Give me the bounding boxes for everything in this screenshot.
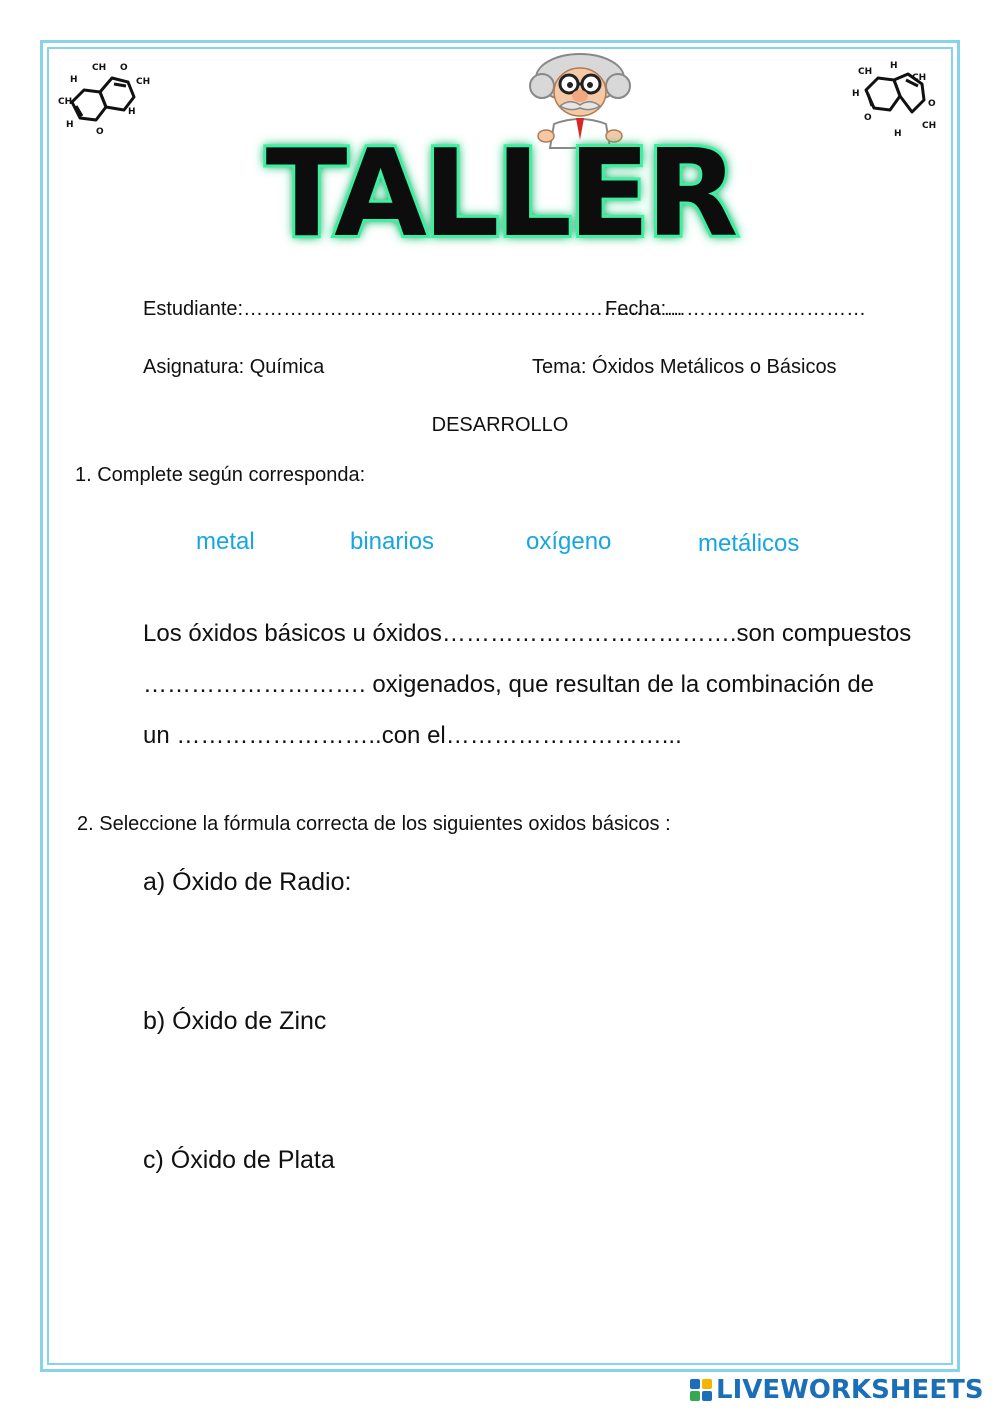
fill-in-line-2: ………………………. oxigenados, que resultan de la combinación de bbox=[143, 671, 875, 698]
title-text: TALLER bbox=[265, 125, 735, 264]
subject-label: Asignatura: Química bbox=[143, 356, 325, 378]
svg-text:CH: CH bbox=[136, 77, 151, 87]
svg-text:O: O bbox=[864, 113, 872, 123]
svg-text:CH: CH bbox=[92, 63, 107, 73]
svg-text:CH: CH bbox=[922, 121, 937, 131]
svg-text:O: O bbox=[120, 63, 128, 73]
word-bank-item[interactable]: binarios bbox=[350, 528, 435, 555]
page-title bbox=[265, 100, 735, 264]
benzene-molecule-icon-right bbox=[846, 56, 956, 166]
svg-text:O: O bbox=[928, 99, 936, 109]
student-field: Estudiante:………………………………………………………… bbox=[143, 298, 684, 320]
liveworksheets-logo bbox=[690, 1374, 990, 1406]
oxide-item-a: a) Óxido de Radio: bbox=[143, 868, 352, 896]
brand-name: LIVEWORKSHEETS bbox=[716, 1375, 984, 1405]
question-2-prompt: 2. Seleccione la fórmula correcta de los siguientes oxidos básicos : bbox=[77, 813, 671, 835]
date-field: Fecha:………………………… bbox=[605, 298, 867, 320]
svg-text:CH: CH bbox=[912, 73, 927, 83]
benzene-molecule-icon-left bbox=[52, 52, 162, 162]
word-bank-item[interactable]: metal bbox=[196, 528, 255, 555]
oxide-item-b: b) Óxido de Zinc bbox=[143, 1007, 327, 1035]
svg-text:H: H bbox=[70, 75, 78, 85]
question-1-prompt: 1. Complete según corresponda: bbox=[75, 464, 366, 486]
svg-text:H: H bbox=[894, 129, 902, 139]
svg-text:H: H bbox=[128, 107, 136, 117]
svg-text:H: H bbox=[890, 61, 898, 71]
oxide-item-c: c) Óxido de Plata bbox=[143, 1146, 335, 1174]
svg-text:CH: CH bbox=[858, 67, 873, 77]
svg-text:CH: CH bbox=[58, 97, 73, 107]
word-bank-item[interactable]: metálicos bbox=[698, 530, 800, 557]
logo-tiles-icon bbox=[690, 1379, 712, 1401]
svg-text:O: O bbox=[96, 127, 104, 137]
svg-text:H: H bbox=[852, 89, 860, 99]
section-heading: DESARROLLO bbox=[431, 414, 569, 436]
svg-text:H: H bbox=[66, 120, 74, 130]
fill-in-line-1: Los óxidos básicos u óxidos……………………………….son compuestos bbox=[143, 620, 912, 647]
word-bank-item[interactable]: oxígeno bbox=[526, 528, 612, 555]
fill-in-line-3: un ……………………..con el………………………... bbox=[143, 722, 682, 749]
topic-label: Tema: Óxidos Metálicos o Básicos bbox=[532, 356, 837, 378]
